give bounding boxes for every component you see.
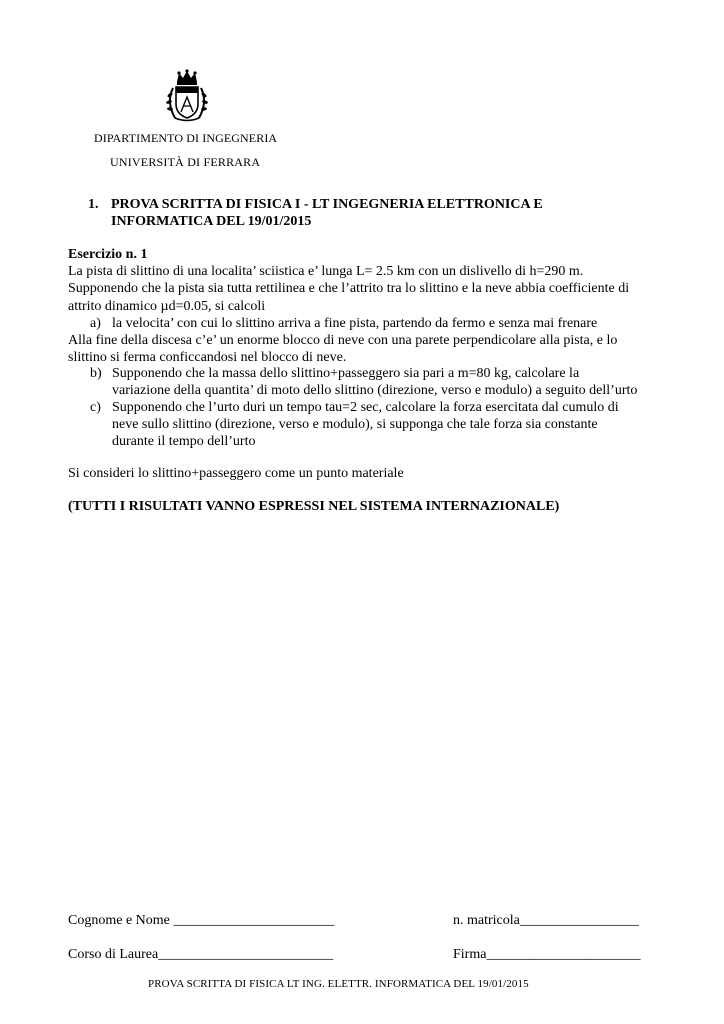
matricola-field[interactable]: n. matricola_________________ [453, 913, 639, 928]
item-c-line-3: durante il tempo dell’urto [112, 434, 256, 449]
university-logo [160, 68, 214, 124]
item-b-line-2: variazione della quantita’ di moto dello slittino (direzione, verso e modulo) a seguito dell’urto [112, 383, 638, 398]
item-c-line-2: neve sullo slittino (direzione, verso e modulo), si supponga che tale forza sia constante [112, 417, 598, 432]
department-name: DIPARTIMENTO DI INGEGNERIA [94, 131, 278, 145]
university-name: UNIVERSITÀ DI FERRARA [110, 155, 261, 169]
signature-field[interactable]: Firma______________________ [453, 947, 641, 962]
item-c-label: c) [90, 400, 101, 415]
item-b-line-1: Supponendo che la massa dello slittino+passeggero sia pari a m=80 kg, calcolare la [112, 366, 580, 381]
si-units-note: (TUTTI I RISULTATI VANNO ESPRESSI NEL SISTEMA INTERNAZIONALE) [68, 499, 560, 514]
page-footer: PROVA SCRITTA DI FISICA LT ING. ELETTR. INFORMATICA DEL 19/01/2015 [148, 978, 529, 990]
name-field[interactable]: Cognome e Nome _______________________ [68, 913, 335, 928]
exercise-heading: Esercizio n. 1 [68, 247, 148, 262]
intro-line-1: La pista di slittino di una localita’ sciistica e’ lunga L= 2.5 km con un dislivello di h=290 m. [68, 264, 584, 279]
item-a-label: a) [90, 316, 101, 331]
middle-line-1: Alla fine della discesa c’e’ un enorme blocco di neve con una parete perpendicolare alla pista, e lo [68, 333, 618, 348]
item-a-text: la velocita’ con cui lo slittino arriva a fine pista, partendo da fermo e senza mai frenare [112, 316, 598, 331]
item-b-label: b) [90, 366, 102, 381]
degree-course-field[interactable]: Corso di Laurea_________________________ [68, 947, 334, 962]
title-line-1: PROVA SCRITTA DI FISICA I - LT INGEGNERIA ELETTRONICA E [111, 197, 543, 212]
intro-line-2: Supponendo che la pista sia tutta rettilinea e che l’attrito tra lo slittino e la neve abbia coefficiente di [68, 281, 630, 296]
point-mass-note: Si consideri lo slittino+passeggero come un punto materiale [68, 466, 404, 481]
intro-line-3: attrito dinamico µd=0.05, si calcoli [68, 299, 266, 314]
exam-title [88, 196, 628, 230]
title-line-2: INFORMATICA DEL 19/01/2015 [111, 214, 312, 229]
item-c-line-1: Supponendo che l’urto duri un tempo tau=2 sec, calcolare la forza esercitata dal cumulo di [112, 400, 619, 415]
title-number: 1. [88, 197, 99, 212]
middle-line-2: slittino si ferma conficcandosi nel blocco di neve. [68, 350, 347, 365]
